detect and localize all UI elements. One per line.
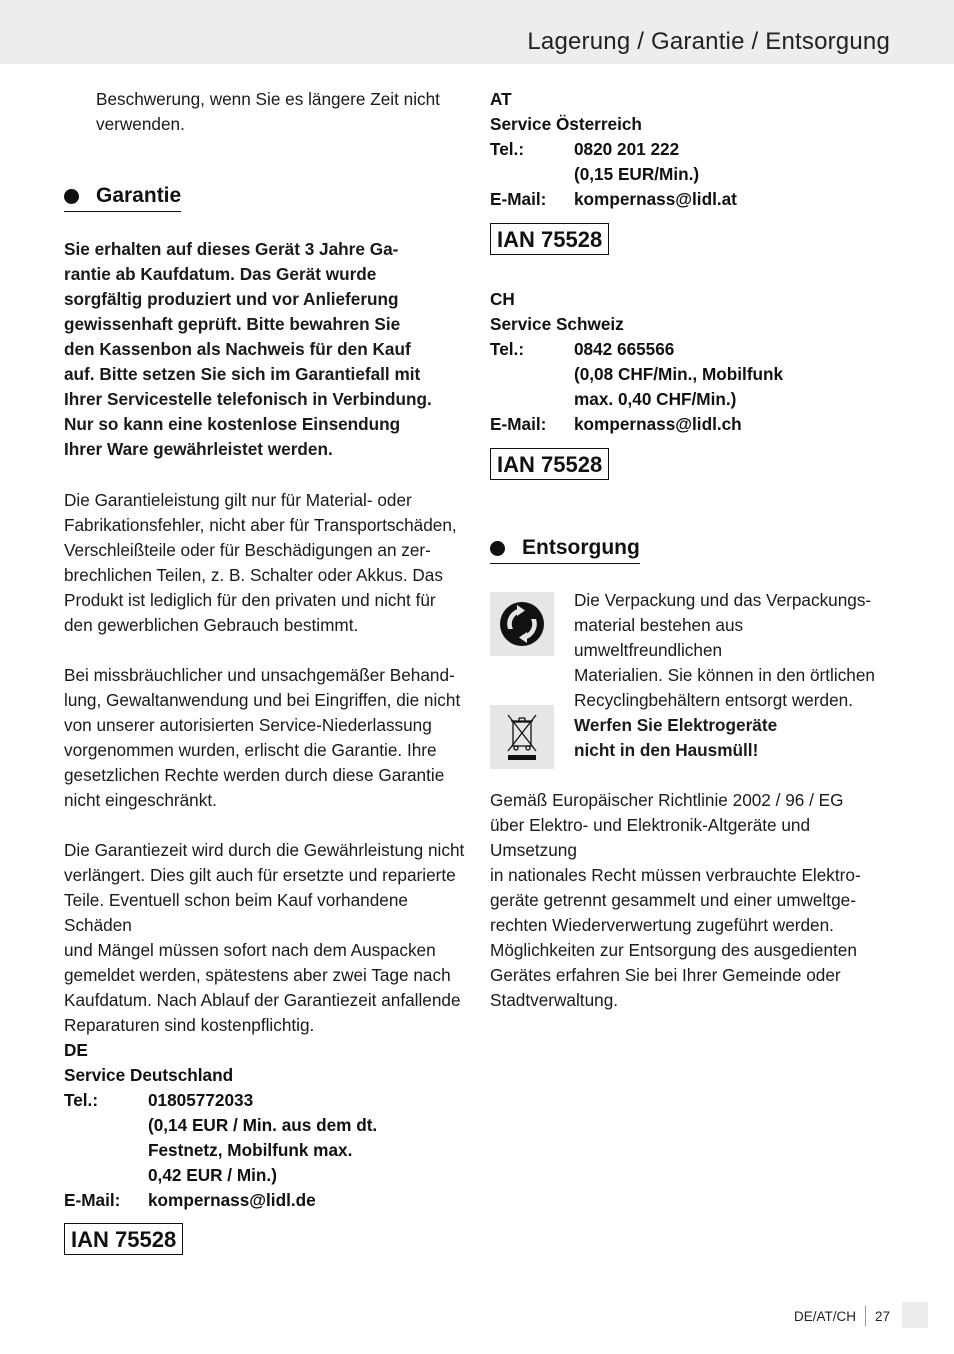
- ian-box-de: IAN 75528: [64, 1223, 183, 1255]
- footer-tab: [902, 1302, 928, 1328]
- text-line: gewissenhaft geprüft. Bitte bewahren Sie: [64, 314, 401, 334]
- text-line: Gemäß Europäischer Richtlinie 2002 / 96 / EG: [490, 790, 844, 810]
- footer-divider: [865, 1306, 866, 1326]
- text-line: Ihrer Servicestelle telefonisch in Verbindung.: [64, 389, 432, 409]
- green-dot-recycling-icon: [490, 592, 554, 656]
- tel-label: Tel.:: [490, 139, 525, 159]
- text-line: rechten Wiederverwertung zugeführt werden.: [490, 915, 834, 935]
- entsorgung-heading: [490, 534, 640, 564]
- text-line: Kaufdatum. Nach Ablauf der Garantiezeit anfallende: [64, 990, 461, 1010]
- text-line: Nur so kann eine kostenlose Einsendung: [64, 414, 401, 434]
- text-line: von unserer autorisierten Service-Niederlassung: [64, 715, 432, 735]
- text-line: und Mängel müssen sofort nach dem Auspacken: [64, 940, 436, 960]
- service-name: Service Österreich: [490, 114, 642, 134]
- ian-box-at: IAN 75528: [490, 223, 609, 255]
- country-code: CH: [490, 289, 515, 309]
- warranty-paragraph-3: [64, 838, 466, 1038]
- text-line: Fabrikationsfehler, nicht aber für Transportschäden,: [64, 515, 457, 535]
- text-line: Stadtverwaltung.: [490, 990, 619, 1010]
- text-line: Möglichkeiten zur Entsorgung des ausgedienten: [490, 940, 857, 960]
- text-line: geräte getrennt gesammelt und einer umweltge-: [490, 890, 856, 910]
- text-line: Sie erhalten auf dieses Gerät 3 Jahre Ga-: [64, 239, 399, 259]
- text-line: vorgenommen wurden, erlischt die Garantie. Ihre: [64, 740, 437, 760]
- packaging-text: [574, 588, 890, 713]
- text-line: Die Garantiezeit wird durch die Gewährleistung nicht: [64, 840, 465, 860]
- text-line: Teile. Eventuell schon beim Kauf vorhandene Schäden: [64, 890, 408, 935]
- text-line: lung, Gewaltanwendung und bei Eingriffen, die nicht: [64, 690, 461, 710]
- tel-number: 01805772033: [148, 1090, 254, 1110]
- text-line: Produkt ist lediglich für den privaten und nicht für: [64, 590, 436, 610]
- service-name: Service Schweiz: [490, 314, 624, 334]
- text-line: sorgfältig produziert und vor Anlieferung: [64, 289, 399, 309]
- disposal-paragraph-1: [490, 788, 890, 938]
- email-value[interactable]: kompernass@lidl.de: [148, 1190, 316, 1210]
- text-line: Beschwerung, wenn Sie es längere Zeit nicht: [96, 89, 440, 109]
- garantie-heading: [64, 182, 181, 212]
- bullet-icon: [490, 541, 505, 556]
- intro-paragraph: [96, 87, 440, 137]
- text-line: brechlichen Teilen, z. B. Schalter oder Akkus. Das: [64, 565, 443, 585]
- warranty-bold-paragraph: [64, 237, 432, 462]
- tel-rate: (0,15 EUR/Min.): [574, 164, 700, 184]
- text-line: Bei missbräuchlicher und unsachgemäßer Behand-: [64, 665, 455, 685]
- tel-label: Tel.:: [490, 339, 525, 359]
- service-name: Service Deutschland: [64, 1065, 234, 1085]
- tel-number: 0820 201 222: [574, 139, 680, 159]
- text-line: Materialien. Sie können in den örtlichen: [574, 665, 875, 685]
- text-line: rantie ab Kaufdatum. Das Gerät wurde: [64, 264, 377, 284]
- email-label: E-Mail:: [64, 1190, 121, 1210]
- tel-number: 0842 665566: [574, 339, 675, 359]
- ian-box-ch: IAN 75528: [490, 448, 609, 480]
- disposal-paragraph-2: [490, 938, 857, 1013]
- page-title: Lagerung / Garantie / Entsorgung: [527, 28, 890, 55]
- text-line: Recyclingbehältern entsorgt werden.: [574, 690, 853, 710]
- tel-rate: max. 0,40 CHF/Min.): [574, 389, 737, 409]
- email-label: E-Mail:: [490, 189, 547, 209]
- warranty-paragraph-2: [64, 663, 460, 813]
- text-line: verwenden.: [96, 114, 185, 134]
- text-line: material bestehen aus umweltfreundlichen: [574, 615, 744, 660]
- language-codes: DE/AT/CH: [794, 1308, 857, 1324]
- text-line: Gerätes erfahren Sie bei Ihrer Gemeinde oder: [490, 965, 841, 985]
- text-line: Die Verpackung und das Verpackungs-: [574, 590, 872, 610]
- bullet-icon: [64, 189, 79, 204]
- text-line: Verschleißteile oder für Beschädigungen an zer-: [64, 540, 431, 560]
- text-line: in nationales Recht müssen verbrauchte Elektro-: [490, 865, 861, 885]
- text-line: nicht eingeschränkt.: [64, 790, 217, 810]
- text-line: gemeldet werden, spätestens aber zwei Tage nach: [64, 965, 451, 985]
- tel-rate: (0,08 CHF/Min., Mobilfunk: [574, 364, 784, 384]
- email-value[interactable]: kompernass@lidl.at: [574, 189, 737, 209]
- page-footer: [794, 1306, 890, 1326]
- text-line: Werfen Sie Elektrogeräte: [574, 715, 778, 735]
- weee-warning-text: [574, 713, 777, 763]
- country-code: AT: [490, 89, 512, 109]
- text-line: den gewerblichen Gebrauch bestimmt.: [64, 615, 359, 635]
- email-label: E-Mail:: [490, 414, 547, 434]
- text-line: verlängert. Dies gilt auch für ersetzte und reparierte: [64, 865, 456, 885]
- text-line: Ihrer Ware gewährleistet werden.: [64, 439, 333, 459]
- text-line: den Kassenbon als Nachweis für den Kauf: [64, 339, 411, 359]
- text-line: über Elektro- und Elektronik-Altgeräte und Umsetzung: [490, 815, 811, 860]
- text-line: Reparaturen sind kostenpflichtig.: [64, 1015, 315, 1035]
- tel-rate: 0,42 EUR / Min.): [148, 1165, 277, 1185]
- text-line: nicht in den Hausmüll!: [574, 740, 759, 760]
- page-number: 27: [875, 1308, 891, 1324]
- text-line: gesetzlichen Rechte werden durch diese Garantie: [64, 765, 445, 785]
- heading-text: Garantie: [96, 184, 182, 207]
- country-code: DE: [64, 1040, 88, 1060]
- heading-text: Entsorgung: [522, 536, 640, 559]
- tel-label: Tel.:: [64, 1090, 99, 1110]
- text-line: Die Garantieleistung gilt nur für Material- oder: [64, 490, 412, 510]
- tel-rate: Festnetz, Mobilfunk max.: [148, 1140, 353, 1160]
- email-value[interactable]: kompernass@lidl.ch: [574, 414, 742, 434]
- crossed-out-bin-icon: [490, 705, 554, 769]
- text-line: auf. Bitte setzen Sie sich im Garantiefall mit: [64, 364, 421, 384]
- warranty-paragraph-1: [64, 488, 457, 638]
- tel-rate: (0,14 EUR / Min. aus dem dt.: [148, 1115, 378, 1135]
